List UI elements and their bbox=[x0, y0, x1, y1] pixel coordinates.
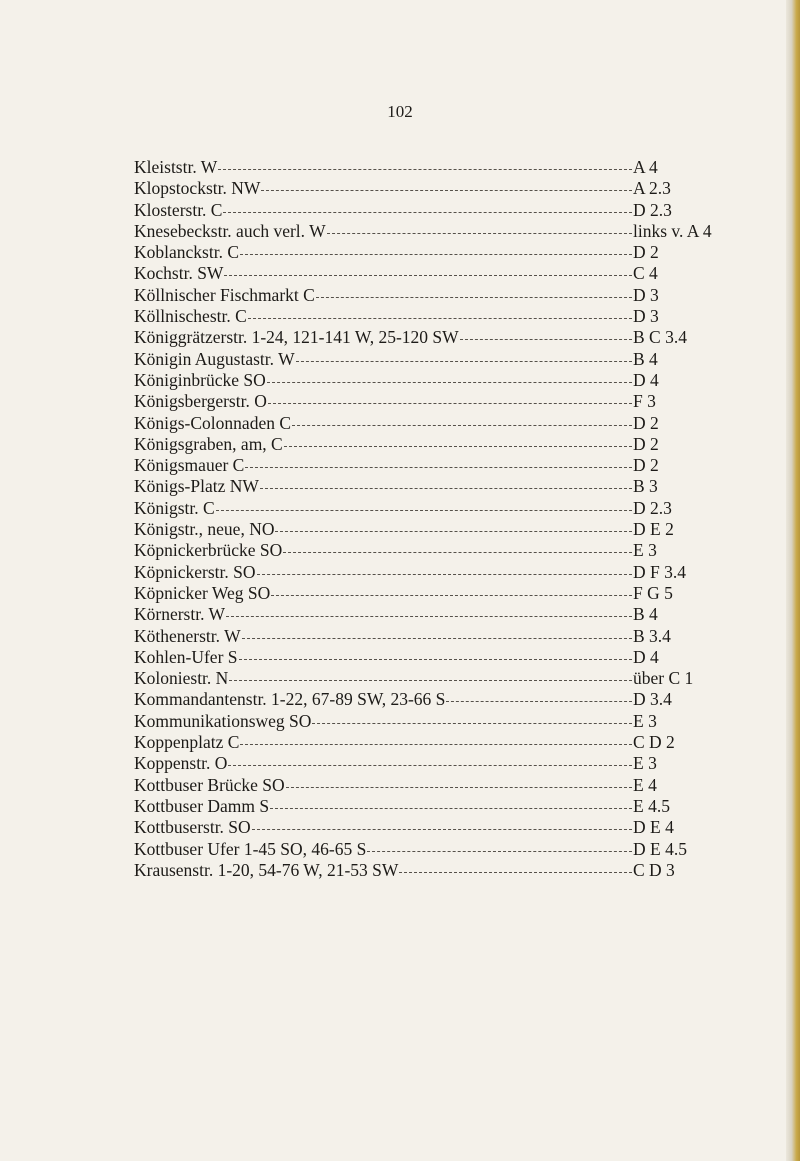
street-name: Königsbergerstr. O bbox=[134, 391, 267, 412]
street-entry bbox=[134, 647, 774, 668]
grid-reference: E 3 bbox=[633, 540, 657, 561]
street-name: Königstr., neue, NO bbox=[134, 519, 275, 540]
dot-leader bbox=[223, 212, 632, 213]
street-name: Klopstockstr. NW bbox=[134, 178, 261, 199]
street-entry bbox=[134, 285, 774, 306]
dot-leader bbox=[460, 339, 632, 340]
street-entry bbox=[134, 668, 774, 689]
dot-leader bbox=[316, 297, 632, 298]
street-entry bbox=[134, 327, 774, 348]
street-entry bbox=[134, 796, 774, 817]
street-entry bbox=[134, 839, 774, 860]
street-entry bbox=[134, 391, 774, 412]
dot-leader bbox=[292, 425, 632, 426]
grid-reference: D 4 bbox=[633, 646, 659, 667]
grid-reference: E 4 bbox=[633, 774, 657, 795]
dot-leader bbox=[268, 403, 632, 404]
dot-leader bbox=[228, 765, 632, 766]
grid-reference: D 2 bbox=[633, 242, 659, 263]
street-name: Königgrätzerstr. 1-24, 121-141 W, 25-120 SW bbox=[134, 327, 459, 348]
dot-leader bbox=[242, 638, 632, 639]
grid-reference: über C 1 bbox=[633, 668, 694, 689]
street-name: Kottbuser Brücke SO bbox=[134, 774, 285, 795]
dot-leader bbox=[260, 488, 632, 489]
street-entry bbox=[134, 157, 774, 178]
street-entry bbox=[134, 370, 774, 391]
dot-leader bbox=[252, 829, 632, 830]
grid-reference: B C 3.4 bbox=[633, 327, 687, 348]
dot-leader bbox=[399, 872, 632, 873]
street-name: Königsgraben, am, C bbox=[134, 433, 283, 454]
street-entry bbox=[134, 583, 774, 604]
dot-leader bbox=[261, 190, 632, 191]
grid-reference: links v. A 4 bbox=[633, 220, 712, 241]
dot-leader bbox=[446, 701, 632, 702]
dot-leader bbox=[240, 744, 632, 745]
grid-reference: D 3.4 bbox=[633, 689, 672, 710]
street-name: Köpnicker Weg SO bbox=[134, 582, 271, 603]
dot-leader bbox=[267, 382, 632, 383]
dot-leader bbox=[240, 254, 632, 255]
street-entry bbox=[134, 263, 774, 284]
dot-leader bbox=[229, 680, 632, 681]
street-name: Königinbrücke SO bbox=[134, 369, 266, 390]
grid-reference: C D 2 bbox=[633, 732, 675, 753]
grid-reference: D 2.3 bbox=[633, 199, 672, 220]
dot-leader bbox=[226, 616, 632, 617]
street-entry bbox=[134, 604, 774, 625]
street-name: Köllnischestr. C bbox=[134, 306, 247, 327]
street-name: Köthenerstr. W bbox=[134, 625, 241, 646]
dot-leader bbox=[296, 361, 632, 362]
street-name: Kottbuser Ufer 1-45 SO, 46-65 S bbox=[134, 838, 367, 859]
street-name: Koppenstr. O bbox=[134, 753, 228, 774]
grid-reference: A 4 bbox=[633, 157, 658, 177]
street-index-list bbox=[134, 157, 774, 881]
street-entry bbox=[134, 711, 774, 732]
page-edge bbox=[786, 0, 800, 1161]
grid-reference: D E 4 bbox=[633, 817, 674, 838]
street-entry bbox=[134, 306, 774, 327]
grid-reference: D 2.3 bbox=[633, 497, 672, 518]
street-name: Königs-Platz NW bbox=[134, 476, 259, 497]
street-name: Königs-Colonnaden C bbox=[134, 412, 292, 433]
street-entry bbox=[134, 562, 774, 583]
street-name: Kottbuser Damm S bbox=[134, 795, 270, 816]
grid-reference: D E 2 bbox=[633, 519, 674, 540]
dot-leader bbox=[218, 169, 632, 170]
grid-reference: D 3 bbox=[633, 284, 659, 305]
street-name: Kottbuserstr. SO bbox=[134, 817, 251, 838]
dot-leader bbox=[327, 233, 632, 234]
street-name: Kohlen-Ufer S bbox=[134, 646, 238, 667]
grid-reference: A 2.3 bbox=[633, 178, 671, 199]
dot-leader bbox=[257, 574, 632, 575]
grid-reference: D F 3.4 bbox=[633, 561, 686, 582]
street-name: Königin Augustastr. W bbox=[134, 348, 295, 369]
grid-reference: D E 4.5 bbox=[633, 838, 687, 859]
street-entry bbox=[134, 200, 774, 221]
street-name: Koppenplatz C bbox=[134, 732, 240, 753]
grid-reference: B 3.4 bbox=[633, 625, 671, 646]
street-entry bbox=[134, 519, 774, 540]
street-entry bbox=[134, 689, 774, 710]
street-name: Kleiststr. W bbox=[134, 157, 218, 177]
street-entry bbox=[134, 775, 774, 796]
street-name: Köllnischer Fischmarkt C bbox=[134, 284, 315, 305]
street-name: Knesebeckstr. auch verl. W bbox=[134, 220, 326, 241]
grid-reference: E 4.5 bbox=[633, 795, 670, 816]
dot-leader bbox=[271, 595, 632, 596]
street-name: Kommandantenstr. 1-22, 67-89 SW, 23-66 S bbox=[134, 689, 446, 710]
street-name: Kommunikationsweg SO bbox=[134, 710, 312, 731]
street-entry bbox=[134, 540, 774, 561]
grid-reference: D 2 bbox=[633, 412, 659, 433]
street-entry bbox=[134, 242, 774, 263]
street-name: Körnerstr. W bbox=[134, 604, 226, 625]
street-name: Kochstr. SW bbox=[134, 263, 224, 284]
grid-reference: B 3 bbox=[633, 476, 658, 497]
street-name: Krausenstr. 1-20, 54-76 W, 21-53 SW bbox=[134, 859, 399, 880]
street-name: Königsmauer C bbox=[134, 455, 245, 476]
grid-reference: F 3 bbox=[633, 391, 656, 412]
grid-reference: C D 3 bbox=[633, 859, 675, 880]
street-entry bbox=[134, 626, 774, 647]
grid-reference: D 2 bbox=[633, 455, 659, 476]
street-entry bbox=[134, 753, 774, 774]
grid-reference: D 3 bbox=[633, 306, 659, 327]
street-name: Koloniestr. N bbox=[134, 668, 229, 689]
street-entry bbox=[134, 434, 774, 455]
dot-leader bbox=[270, 808, 632, 809]
street-entry bbox=[134, 349, 774, 370]
street-entry bbox=[134, 817, 774, 838]
street-name: Köpnickerbrücke SO bbox=[134, 540, 283, 561]
grid-reference: C 4 bbox=[633, 263, 658, 284]
street-entry bbox=[134, 178, 774, 199]
grid-reference: E 3 bbox=[633, 710, 657, 731]
grid-reference: D 2 bbox=[633, 433, 659, 454]
dot-leader bbox=[367, 851, 632, 852]
dot-leader bbox=[239, 659, 632, 660]
street-entry bbox=[134, 476, 774, 497]
grid-reference: E 3 bbox=[633, 753, 657, 774]
dot-leader bbox=[312, 723, 632, 724]
street-entry bbox=[134, 860, 774, 881]
dot-leader bbox=[284, 446, 632, 447]
dot-leader bbox=[224, 275, 632, 276]
grid-reference: D 4 bbox=[633, 369, 659, 390]
page-number: 102 bbox=[387, 102, 413, 121]
grid-reference: B 4 bbox=[633, 604, 658, 625]
street-name: Koblanckstr. C bbox=[134, 242, 239, 263]
street-entry bbox=[134, 498, 774, 519]
street-name: Königstr. C bbox=[134, 497, 215, 518]
street-name: Köpnickerstr. SO bbox=[134, 561, 256, 582]
street-name: Klosterstr. C bbox=[134, 199, 223, 220]
dot-leader bbox=[286, 787, 632, 788]
street-entry bbox=[134, 413, 774, 434]
street-entry bbox=[134, 221, 774, 242]
dot-leader bbox=[248, 318, 632, 319]
grid-reference: F G 5 bbox=[633, 582, 673, 603]
dot-leader bbox=[245, 467, 632, 468]
dot-leader bbox=[283, 552, 632, 553]
dot-leader bbox=[216, 510, 632, 511]
street-entry bbox=[134, 455, 774, 476]
dot-leader bbox=[275, 531, 632, 532]
grid-reference: B 4 bbox=[633, 348, 658, 369]
street-entry bbox=[134, 732, 774, 753]
